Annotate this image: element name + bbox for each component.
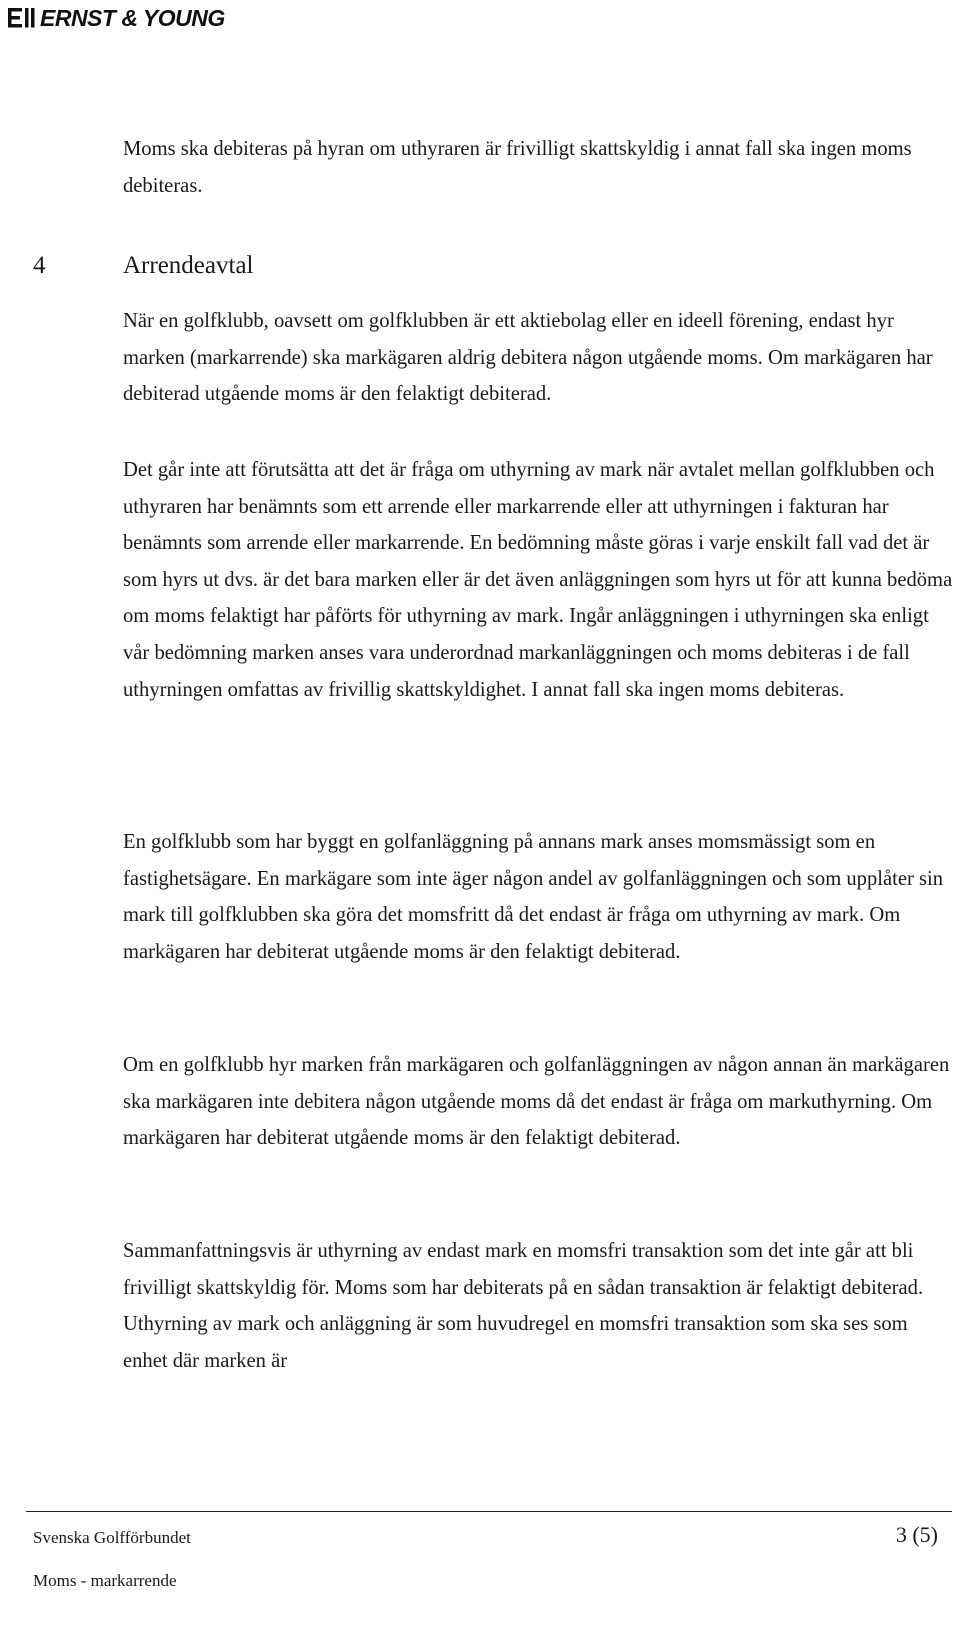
section-title: Arrendeavtal (123, 252, 254, 279)
paragraph: Om en golfklubb hyr marken från markägaren och golfanläggningen av någon annan än markägaren ska markägaren inte debitera någon utgående moms då det endast är fråga om markuthyrning. Om markägaren har debiterat utgående moms är den felaktigt debiterad. (123, 1054, 950, 1150)
header-logo (6, 2, 225, 34)
footer-organization: Svenska Golfförbundet (33, 1528, 191, 1547)
section-heading (33, 246, 253, 286)
paragraph: En golfklubb som har byggt en golfanläggning på annans mark anses momsmässigt som en fastighetsägare. En markägare som inte äger någon andel av golfanläggningen och som upplåter sin mark till golfklubben ska göra det momsfritt då det endast är fråga om uthyrning av mark. Om markägaren har debiterat utgående moms är den felaktigt debiterad. (123, 831, 944, 963)
footer-divider (26, 1511, 952, 1512)
paragraph: När en golfklubb, oavsett om golfklubben är ett aktiebolag eller en ideell förening, endast hyr marken (markarrende) ska markägaren aldrig debitera någon utgående moms. Om markägaren har debiterad utgående moms är den felaktigt debiterad. (123, 310, 933, 406)
page-number: 3 (5) (895, 1522, 938, 1547)
paragraph: Det går inte att förutsätta att det är fråga om uthyrning av mark när avtalet mellan golfklubben och uthyraren har benämnts som ett arrende eller markarrende eller att uthyrningen i fakturan har benämnts som arrende eller markarrende. En bedömning måste göras i varje enskilt fall vad det är som hyrs ut dvs. är det bara marken eller är det även anläggningen som hyrs ut för att kunna bedöma om moms felaktigt har påförts för uthyrning av mark. Ingår anläggningen i uthyrningen ska enligt vår bedömning marken anses vara underordnad markanläggningen och moms debiteras i de fall uthyrningen omfattas av frivillig skattskyldighet. I annat fall ska ingen moms debiteras. (123, 459, 953, 701)
section-number: 4 (33, 252, 46, 279)
intro-paragraph: Moms ska debiteras på hyran om uthyraren är frivilligt skattskyldig i annat fall ska ingen moms debiteras. (123, 138, 912, 197)
paragraph: Sammanfattningsvis är uthyrning av endast mark en momsfri transaktion som det inte går att bli frivilligt skattskyldig för. Moms som har debiterats på en sådan transaktion är felaktigt debiterad. Uthyrning av mark och anläggning är som huvudregel en momsfri transaktion som ska ses som enhet där marken är (123, 1240, 924, 1372)
footer-document-title: Moms - markarrende (33, 1571, 177, 1590)
ey-logo-icon (6, 5, 36, 31)
company-name: ERNST & YOUNG (40, 4, 225, 31)
